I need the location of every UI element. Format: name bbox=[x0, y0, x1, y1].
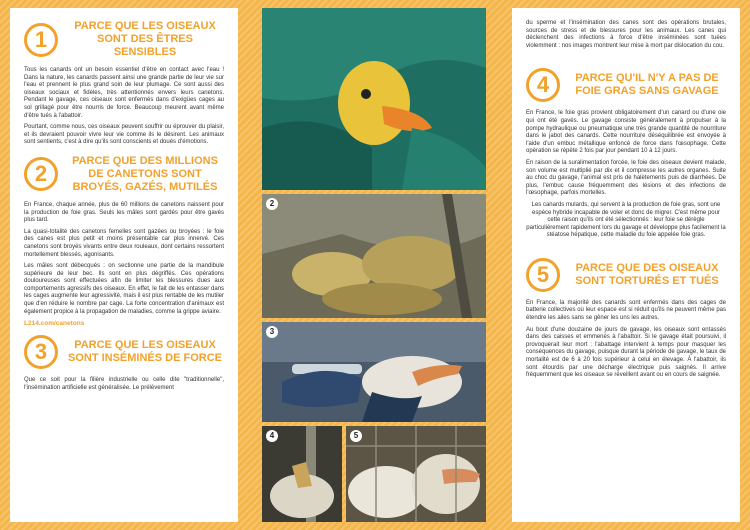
photo-force-feeding bbox=[262, 426, 342, 522]
section-4-paragraph-1: En France, le foie gras provient obligatoirement d'un canard ou d'une oie qui ont été gavés. Le gavage consiste généralement à propulser à la pompe hydraulique ou pneumatique une très grande quantité de nourriture dans le jabot des canards. Cette nourriture déséquilibrée est envoyée à l'aide d'un embuc métallique enfoncé de force dans l'œsophage. Cette opération se répète 2 fois par jour pendant 10 à 12 jours. bbox=[526, 110, 726, 155]
section-4-paragraph-2: En raison de la suralimentation forcée, le foie des oiseaux devient malade, son volume est multiplié par dix et il compresse les autres organes. Suite au choc du gavage, l'animal est pris de halètements puis de diarrhées. De plus, l'embuc cause fréquemment des lésions et des infections de l'œsophage, parfois mortelles. bbox=[526, 159, 726, 197]
section-number-4: 4 bbox=[526, 68, 560, 102]
section-2-header bbox=[24, 155, 224, 194]
section-number-2: 2 bbox=[24, 157, 58, 191]
section-1-paragraph-1: Tous les canards ont un besoin essentiel d'être en contact avec l'eau ! Dans la nature, les canards passent ainsi une grande partie de leur vie sur l'eau et prennent le plus grand soin de leur plumage. Ce sont aussi des oiseaux sociaux et fidèles, très attentionnés envers leurs canetons. Pendant le gavage, ces oiseaux sont enfermés dans d'exigües cages au sol grillagé pour être nourris de force. Beaucoup meurent avant même d'être tués à l'abattoir. bbox=[24, 67, 224, 119]
caged-ducks-image bbox=[346, 426, 486, 522]
section-1-title: PARCE QUE LES OISEAUX SONT DES ÊTRES SENSIBLES bbox=[74, 20, 216, 58]
section-4-header bbox=[526, 68, 726, 102]
section-1-header bbox=[24, 20, 224, 59]
ducklings-grinder-image bbox=[262, 194, 486, 318]
section-2-paragraph-1: En France, chaque année, plus de 60 millions de canetons naissent pour la production de foie gras. Seuls les mâles sont gardés pour être gavés plus tard. bbox=[24, 201, 224, 224]
section-3-paragraph-1: Que ce soit pour la filière industrielle ou celle dite "traditionnelle", l'insémination artificielle est généralisée. Le prélèvement bbox=[24, 377, 224, 391]
section-2-paragraph-2: La quasi-totalité des canetons femelles sont gazées ou broyées : le foie des canes est plus petit et moins présentable car plus innervé. Ces canetons sont broyés vivants entre deux rouleaux, dont certains ressortent mortellement blessés, agonisants. bbox=[24, 228, 224, 258]
section-2-title: PARCE QUE DES MILLIONS DE CANETONS SONT BROYÉS, GAZÉS, MUTILÉS bbox=[72, 154, 218, 193]
photo-number-2: 2 bbox=[266, 198, 278, 210]
photo-crushed-ducklings bbox=[262, 194, 486, 318]
section-5-title: PARCE QUE DES OISEAUX SONT TORTURÉS ET TUÉS bbox=[575, 261, 719, 287]
photo-duckling-in-hand bbox=[262, 8, 486, 190]
photo-strip bbox=[262, 8, 486, 522]
section-5-paragraph-1: En France, la majorité des canards sont enfermés dans des cages de batterie collectives où leur espace est si réduit qu'ils ne peuvent même pas étendre les ailes sans se gêner les uns les autres. bbox=[526, 299, 726, 322]
left-panel bbox=[10, 8, 238, 522]
section-3-continued: du sperme et l'insémination des canes sont des opérations brutales, sources de stress et de blessures pour les animaux. Les canes qui déclenchent des infections à force d'être inséminées sont tuées violemment : nos images montrent leur mise à mort par dislocation du cou. bbox=[526, 20, 726, 49]
section-4-paragraph-3: Les canards mulards, qui servent à la production de foie gras, sont une espèce hybride incapable de voler et donc de migrer. C'est même pour cette raison qu'ils ont été sélectionnés : leur foie se dérègle particulièrement rapidement lors du gavage et développe plus facilement la stéatose hépatique, cette maladie du foie appelée foie gras. bbox=[526, 201, 726, 239]
section-4-title: PARCE QU'IL N'Y A PAS DE FOIE GRAS SANS GAVAGE bbox=[575, 72, 719, 98]
insemination-image bbox=[262, 322, 486, 422]
section-1-paragraph-2: Pourtant, comme nous, ces oiseaux peuvent souffrir ou éprouver du plaisir, et ils devraient pouvoir vivre leur vie comme ils le désirent. Les animaux sont sentients, c'est à dire qu'ils sont conscients et doués d'émotions. bbox=[24, 124, 224, 146]
photo-number-4: 4 bbox=[266, 430, 278, 442]
photo-number-5: 5 bbox=[350, 430, 362, 442]
section-2-paragraph-3: Les mâles sont débecqués : on sectionne une partie de la mandibule supérieure de leur bec. Ils sont en plus dégriffés. Ces opérations douloureuses sont effectuées afin de limiter les blessures dues aux comportements agressifs des oiseaux. En effet, le fait de les entasser dans les cages augmente leur agressivité, mais il est plus rentable de les mutiler que d'en réduire le nombre par cage. La forte concentration d'animaux est également propice à la propagation de maladies, comme la grippe aviaire. bbox=[24, 263, 224, 315]
right-panel bbox=[512, 8, 740, 522]
canetons-link[interactable]: L214.com/canetons bbox=[24, 320, 85, 328]
photo-insemination bbox=[262, 322, 486, 422]
duckling-image bbox=[262, 8, 486, 190]
photo-caged-ducks bbox=[346, 426, 486, 522]
section-number-3: 3 bbox=[24, 335, 58, 369]
section-3-header bbox=[24, 335, 224, 369]
section-5-header bbox=[526, 258, 726, 292]
section-3-title: PARCE QUE LES OISEAUX SONT INSÉMINÉS DE FORCE bbox=[67, 339, 223, 365]
section-5-paragraph-2: Au bout d'une douzaine de jours de gavage, les oiseaux sont entassés dans des caisses et emmenés à l'abattoir. Si le gavage était poursuivi, il provoquerait leur mort : l'abattage intervient à temps pour masquer les conséquences du gavage, puisque durant la période de gavage, le taux de mortalité est de 6 à 20 fois supérieur à celui en élevage. À l'abattoir, ils sont étourdis par une décharge électrique puis saignés. Il arrive fréquemment que les oiseaux se réveillent avant ou en cours de saignée. bbox=[526, 326, 726, 379]
photo-number-3: 3 bbox=[266, 326, 278, 338]
section-number-1: 1 bbox=[24, 23, 58, 57]
section-number-5: 5 bbox=[526, 258, 560, 292]
